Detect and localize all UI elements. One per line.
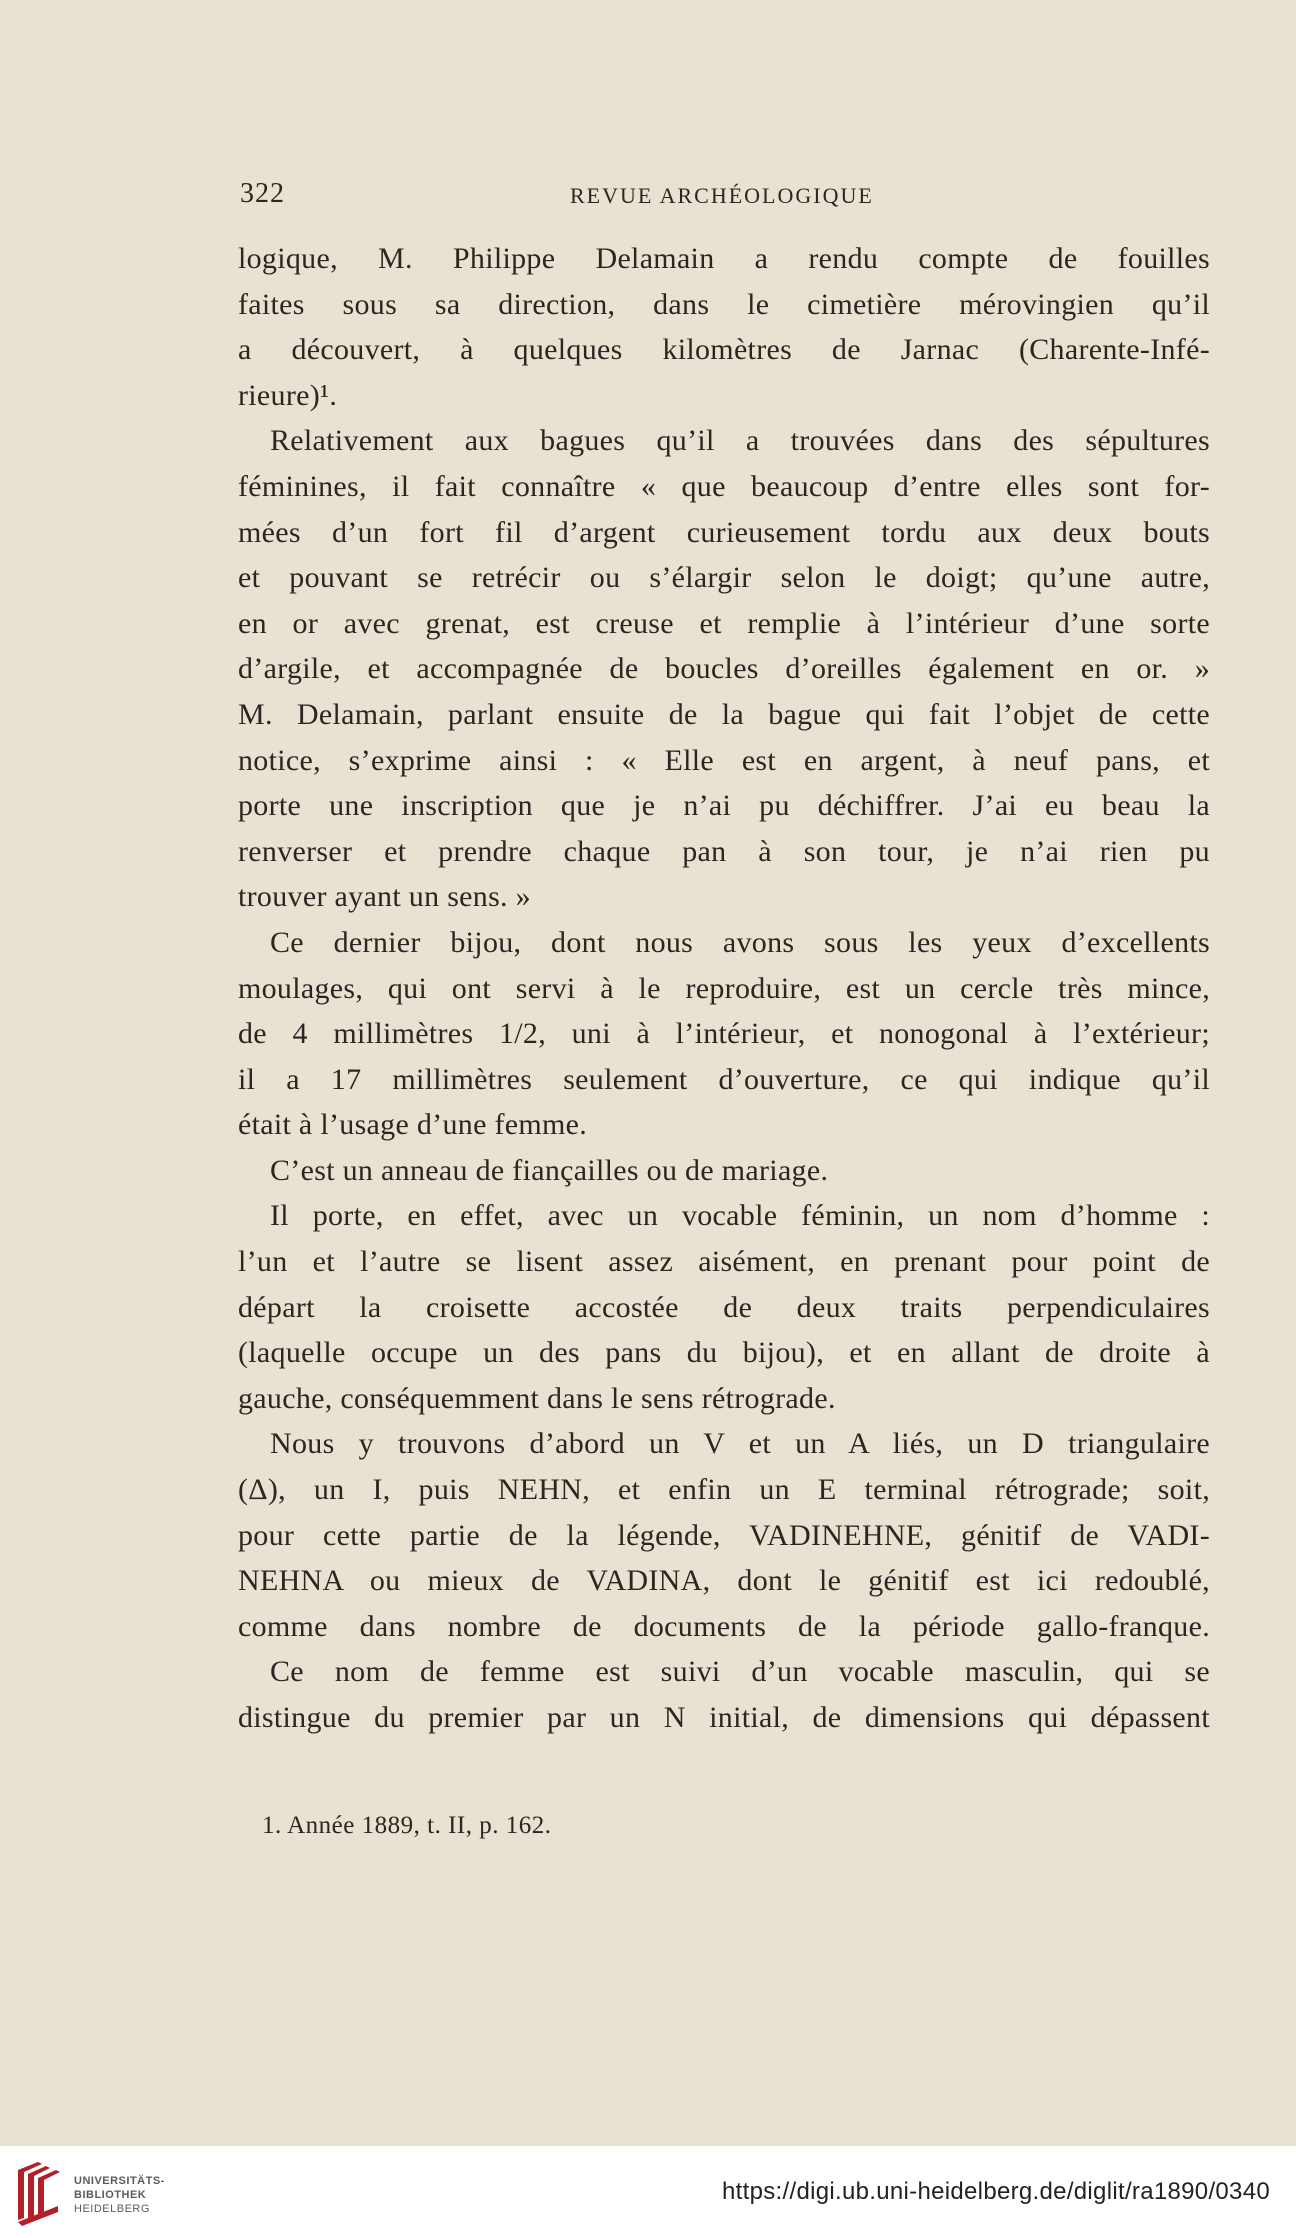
viewer-footer [0,2146,1296,2238]
text-line: de 4 millimètres 1/2, uni à l’intérieur, et nonogonal à l’extérieur; [238,1017,1210,1051]
text-line: pour cette partie de la légende, VADINEHNE, génitif de VADI- [238,1518,1210,1552]
text-line: (Δ), un I, puis NEHN, et enfin un E terminal rétrograde; soit, [238,1473,1210,1507]
text-line: notice, s’exprime ainsi : « Elle est en argent, à neuf pans, et [238,743,1210,777]
logo-line: HEIDELBERG [74,2203,150,2215]
text-line: d’argile, et accompagnée de boucles d’oreilles également en or. » [238,652,1210,686]
text-line: Il porte, en effet, avec un vocable féminin, un nom d’homme : [270,1199,1210,1233]
page-number: 322 [240,178,285,209]
text-line: faites sous sa direction, dans le cimetière mérovingien qu’il [238,287,1210,321]
text-line: porte une inscription que je n’ai pu déchiffrer. J’ai eu beau la [238,789,1210,823]
logo-line: UNIVERSITÄTS- [74,2175,165,2187]
text-line: l’un et l’autre se lisent assez aisément, en prenant pour point de [238,1245,1210,1279]
text-line: gauche, conséquemment dans le sens rétrograde. [238,1381,836,1415]
text-line: (laquelle occupe un des pans du bijou), et en allant de droite à [238,1336,1210,1370]
text-line: rieure)¹. [238,378,338,412]
text-line: il a 17 millimètres seulement d’ouverture, ce qui indique qu’il [238,1062,1210,1096]
text-line: en or avec grenat, est creuse et remplie à l’intérieur d’une sorte [238,606,1210,640]
text-line: M. Delamain, parlant ensuite de la bague qui fait l’objet de cette [238,697,1210,731]
text-line: Ce nom de femme est suivi d’un vocable masculin, qui se [270,1655,1210,1689]
page-url-link[interactable]: https://digi.ub.uni-heidelberg.de/diglit/ra1890/0340 [722,2178,1270,2205]
body-text [238,236,1210,1741]
text-line: et pouvant se retrécir ou s’élargir selon le doigt; qu’une autre, [238,561,1210,595]
text-line: NEHNA ou mieux de VADINA, dont le génitif est ici redoublé, [238,1564,1210,1598]
text-line: a découvert, à quelques kilomètres de Jarnac (Charente-Infé- [238,333,1210,367]
text-line: comme dans nombre de documents de la période gallo-franque. [238,1609,1210,1643]
text-line: Ce dernier bijou, dont nous avons sous les yeux d’excellents [270,925,1210,959]
text-line: féminines, il fait connaître « que beaucoup d’entre elles sont for- [238,469,1210,503]
page-header [240,178,1210,218]
text-line: moulages, qui ont servi à le reproduire, est un cercle très mince, [238,971,1210,1005]
text-line: était à l’usage d’une femme. [238,1108,588,1142]
text-line: Nous y trouvons d’abord un V et un A liés, un D triangulaire [270,1427,1210,1461]
library-logo-text [74,2174,165,2216]
text-line: logique, M. Philippe Delamain a rendu compte de fouilles [238,242,1210,275]
footnote: 1. Année 1889, t. II, p. 162. [262,1812,552,1839]
text-line: mées d’un fort fil d’argent curieusement tordu aux deux bouts [238,515,1210,549]
running-title: REVUE ARCHÉOLOGIQUE [570,183,874,208]
text-line: distingue du premier par un N initial, de dimensions qui dépassent [238,1701,1210,1734]
text-line: départ la croisette accostée de deux traits perpendiculaires [238,1290,1210,1324]
text-line: renverser et prendre chaque pan à son tour, je n’ai rien pu [238,834,1210,868]
text-line: trouver ayant un sens. » [238,880,531,914]
logo-line: BIBLIOTHEK [74,2189,147,2201]
text-line: C’est un anneau de fiançailles ou de mariage. [270,1153,829,1187]
library-logo-icon [12,2160,68,2226]
library-logo[interactable] [12,2160,182,2226]
text-line: Relativement aux bagues qu’il a trouvées dans des sépultures [270,424,1210,458]
